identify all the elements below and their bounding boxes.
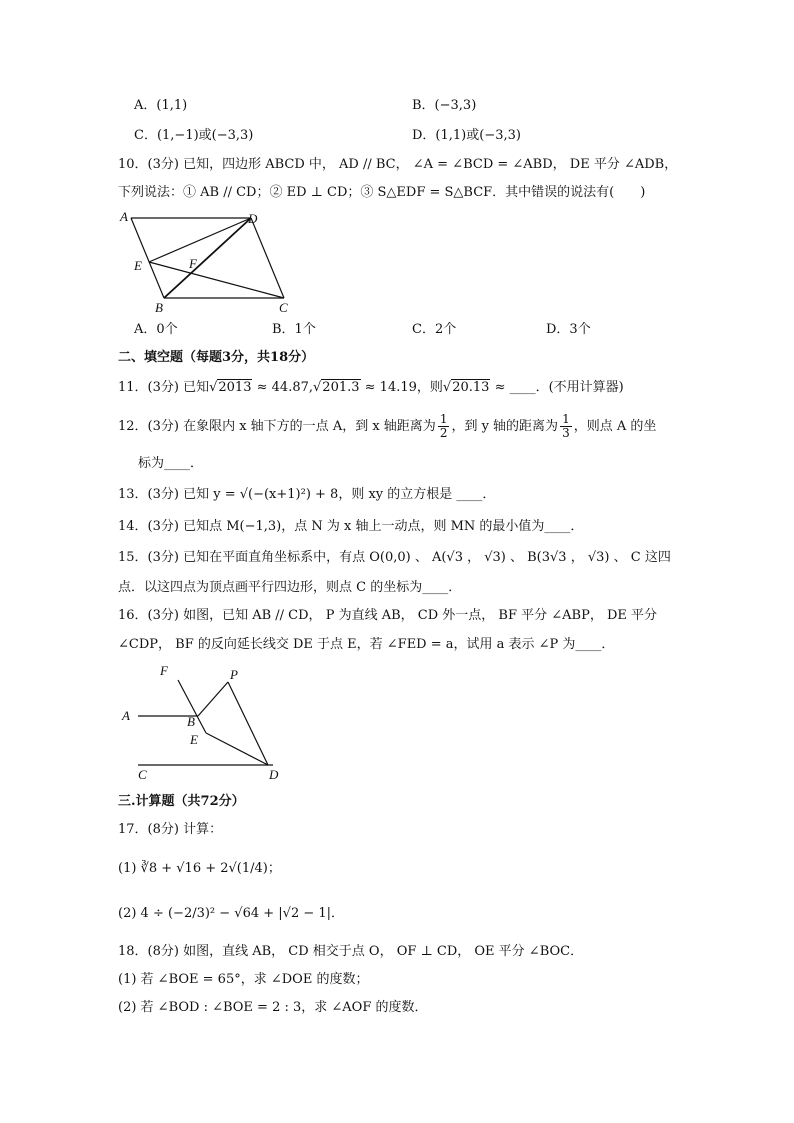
q16-label-f: F [160,663,168,678]
q16-label-a: A [122,708,130,723]
q11-mid2: ≈ 14.19，则 [364,380,443,395]
q11: 11．(3分) 已知√2013 ≈ 44.87,√201.3 ≈ 14.19，则√20.13 ≈ ____．(不用计算器) [118,380,624,395]
q10-option-b: B．1个 [272,322,316,337]
q12-line2: 标为____． [138,456,204,471]
q15-line1: 15．(3分) 已知在平面直角坐标系中，有点 O(0,0) 、 A(√3 ， √3) 、 B(3√3 ， √3) 、 C 这四 [118,550,671,565]
section2-title: 二、填空题（每题3分，共18分） [118,350,315,365]
q9-option-b: B．(−3,3) [412,98,477,113]
q12-part2: ，到 y 轴的距离为 [451,419,559,434]
q11-root2: 201.3 [322,380,360,395]
q18-part1: (1) 若 ∠BOE = 65°，求 ∠DOE 的度数； [118,972,369,987]
q18-title: 18．(8分) 如图，直线 AB， CD 相交于点 O， OF ⊥ CD， OE 平分 ∠BOC． [118,944,584,959]
q17-title: 17．(8分) 计算： [118,822,223,837]
q14: 14．(3分) 已知点 M(−1,3)，点 N 为 x 轴上一动点，则 MN 的最小值为____． [118,519,584,534]
q11-mid1: ≈ 44.87, [256,380,313,395]
q12-line1 [118,412,656,442]
q16-label-e: E [190,732,198,747]
q16-label-c: C [138,767,147,782]
q16-line1: 16．(3分) 如图，已知 AB // CD， P 为直线 AB， CD 外一点， BF 平分 ∠ABP， DE 平分 [118,608,658,623]
q13: 13．(3分) 已知 y = √(−(x+1)²) + 8，则 xy 的立方根是 ____． [118,487,496,502]
q16-line2: ∠CDP， BF 的反向延长线交 DE 于点 E，若 ∠FED = a，试用 a 表示 ∠P 为____． [118,637,615,652]
q12-frac1-den: 2 [439,426,448,440]
q12-frac2-den: 3 [562,426,570,440]
q10-label-e: E [134,258,142,273]
q16-line-bp [198,682,228,716]
q10-label-c: C [279,300,288,315]
q16-label-p: P [230,667,238,682]
q11-root1: 2013 [218,380,252,395]
q10-option-a: A．0个 [134,322,178,337]
q11-suffix: ≈ ____．(不用计算器) [494,380,624,395]
section3-title: 三.计算题（共72分） [118,794,245,809]
q10-segment-de [149,218,251,262]
q10-segment-dc [251,218,284,298]
q9-option-c: C．(1,−1)或(−3,3) [134,128,254,143]
q12-fraction2 [560,413,572,440]
q16-label-d: D [269,767,279,782]
q10-label-f: F [189,256,197,271]
q10-line2: 下列说法：① AB // CD；② ED ⊥ CD；③ S△EDF = S△BCF．其中错误的说法有( ) [118,185,646,200]
q9-option-d: D．(1,1)或(−3,3) [412,128,521,143]
q16-label-b: B [187,714,195,729]
q12-part3: ，则点 A 的坐 [573,419,657,434]
q16-line-pd [228,682,268,765]
q17-part1: (1) ∛8 + √16 + 2√(1/4)； [118,861,281,876]
q12-frac2-num: 1 [562,412,570,426]
q10-label-d: D [248,211,258,226]
q16-line-ed [206,733,268,765]
q10-label-b: B [155,300,163,315]
q12-frac1-num: 1 [439,412,448,426]
q10-figure [118,208,308,320]
q10-option-c: C．2个 [412,322,457,337]
q17-part2: (2) 4 ÷ (−2/3)² − √64 + |√2 − 1|． [118,906,345,921]
q10-option-d: D．3个 [546,322,591,337]
q11-prefix: 11．(3分) 已知 [118,380,210,395]
q10-line1: 10．(3分) 已知，四边形 ABCD 中， AD // BC， ∠A = ∠BCD = ∠ABD， DE 平分 ∠ADB， [118,157,678,172]
q15-line2: 点．以这四点为顶点画平行四边形，则点 C 的坐标为____． [118,580,462,595]
q9-option-a: A．(1,1) [134,98,188,113]
q10-label-a: A [120,209,128,224]
q11-root3: 20.13 [452,380,490,395]
q12-fraction1 [438,413,450,440]
q12-part1: 12．(3分) 在象限内 x 轴下方的一点 A，到 x 轴距离为 [118,419,436,434]
q18-part2: (2) 若 ∠BOD : ∠BOE = 2 : 3，求 ∠AOF 的度数． [118,1000,428,1015]
q16-figure [118,660,288,784]
